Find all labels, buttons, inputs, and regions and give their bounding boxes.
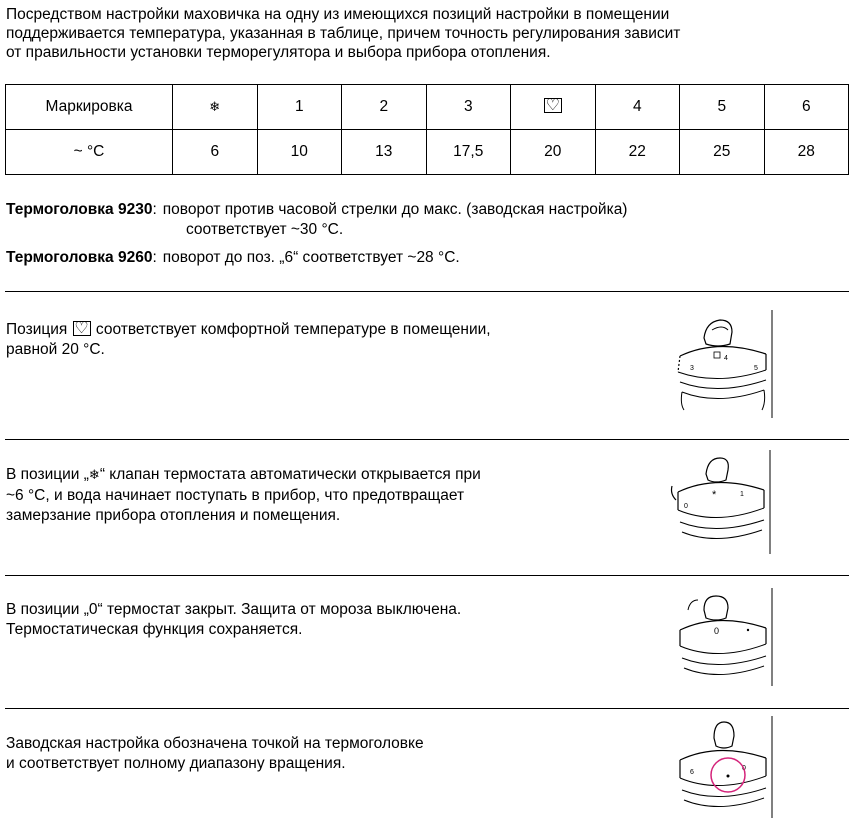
marking-row: [6, 85, 849, 130]
marking-cell: 3: [426, 85, 511, 130]
head-9230-text-cont: соответствует ~30 °C.: [186, 221, 344, 238]
marking-cell: 6: [764, 85, 849, 130]
head-9230: [6, 200, 627, 220]
temperature-cell: 22: [595, 130, 680, 175]
thermostat-illustration-closed: [668, 586, 778, 690]
frost-section-text: В позиции „❄“ клапан термостата автоматически открывается при ~6 °C, и вода начинает поступать в прибор, что предотвращает замерзание прибора отопления и помещения.: [6, 466, 481, 524]
comfort-section-text: Позиция ♡ соответствует комфортной температуре в помещении, равной 20 °C.: [6, 320, 491, 360]
marking-cell: [173, 85, 258, 130]
intro-line: от правильности установки терморегулятора и выбора прибора отопления.: [6, 44, 551, 61]
dial-label: 6: [690, 769, 694, 776]
snowflake-icon: ❄: [209, 100, 221, 115]
head-9230-label: Термоголовка 9230: [6, 201, 153, 218]
snowflake-icon: *: [712, 489, 717, 501]
temperature-row: [6, 130, 849, 175]
temperature-cell: 13: [342, 130, 427, 175]
snowflake-icon: ❄: [88, 468, 100, 483]
thermostat-illustration-factory: [668, 716, 780, 820]
intro-paragraph: [6, 5, 841, 62]
head-9230-text: поворот против часовой стрелки до макс. (заводская настройка): [162, 201, 628, 218]
temperature-cell: 25: [680, 130, 765, 175]
dial-label: 0: [742, 765, 746, 772]
head-9260: [6, 248, 627, 268]
temperature-cell: 28: [764, 130, 849, 175]
divider: [5, 708, 849, 709]
comfort-icon: [73, 321, 91, 336]
marking-cell: 2: [342, 85, 427, 130]
dial-label: 3: [690, 365, 694, 372]
dial-label: 5: [754, 365, 758, 372]
dial-label: 4: [724, 355, 728, 362]
marking-cell: 5: [680, 85, 765, 130]
dial-label: 0: [714, 626, 720, 636]
divider: [5, 439, 849, 440]
temperature-cell: 6: [173, 130, 258, 175]
dial-label: 0: [684, 503, 688, 510]
head-9260-text: поворот до поз. „6“ соответствует ~28 °C.: [162, 249, 460, 266]
marking-cell: 4: [595, 85, 680, 130]
factory-section-text: Заводская настройка обозначена точкой на термоголовке и соответствует полному диапазону вращения.: [6, 735, 424, 772]
divider: [5, 575, 849, 576]
thermostat-illustration-comfort: [668, 308, 778, 420]
comfort-icon: [544, 98, 562, 113]
closed-section-text: В позиции „0“ термостат закрыт. Защита от мороза выключена. Термостатическая функция сохраняется.: [6, 601, 462, 638]
thermostat-illustration-frost: [666, 448, 778, 556]
marking-cell: [511, 85, 596, 130]
colon: :: [152, 249, 157, 266]
intro-line: поддерживается температура, указанная в таблице, причем точность регулирования зависит: [6, 25, 681, 42]
intro-line: Посредством настройки маховичка на одну из имеющихся позиций настройки в помещении: [6, 6, 670, 23]
temperature-header: ~ °C: [6, 130, 173, 175]
marking-cell: 1: [257, 85, 342, 130]
marking-header: Маркировка: [6, 85, 173, 130]
thermostat-heads: [6, 200, 627, 268]
temperature-cell: 20: [511, 130, 596, 175]
divider: [5, 291, 849, 292]
temperature-cell: 17,5: [426, 130, 511, 175]
colon: :: [152, 201, 157, 218]
dial-label: 1: [740, 491, 744, 498]
settings-table: [5, 84, 849, 175]
head-9260-label: Термоголовка 9260: [6, 249, 153, 266]
temperature-cell: 10: [257, 130, 342, 175]
